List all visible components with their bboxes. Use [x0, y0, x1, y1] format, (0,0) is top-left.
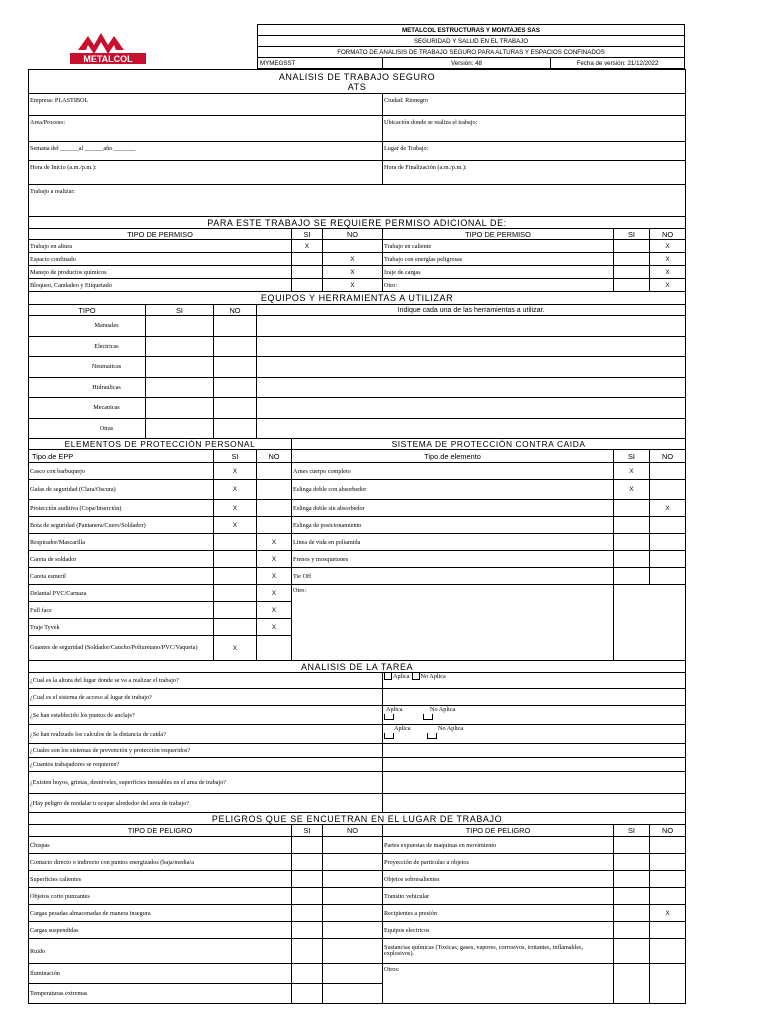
tarea-question: ¿Se han realizado los calculos de la distancia de caida?: [29, 725, 383, 744]
peligro-no-mark[interactable]: [323, 871, 383, 888]
tarea-section-title: ANALISIS DE LA TAREA: [29, 661, 686, 673]
epp-col-si: SI: [214, 450, 257, 463]
epp-no-mark[interactable]: X: [257, 551, 292, 568]
tarea-question: ¿Cual es el sistema de acceso al lugar de trabajo?: [29, 689, 383, 706]
field-ubicacion[interactable]: Ubicación donde se realiza el trabajo:: [383, 116, 686, 142]
form-header: [28, 24, 685, 69]
caida-no-mark[interactable]: X: [650, 500, 686, 517]
no-aplica-checkbox[interactable]: [427, 733, 437, 739]
permiso-no-mark[interactable]: X: [650, 279, 686, 292]
department: SEGURIDAD Y SALUD EN EL TRABAJO: [258, 36, 685, 47]
equipo-desc-cell[interactable]: [257, 316, 686, 337]
caida-col-si: SI: [614, 450, 650, 463]
peligro-no-mark[interactable]: [650, 964, 686, 1004]
caida-si-mark[interactable]: [614, 551, 650, 568]
aplica-label: Aplica: [386, 706, 403, 713]
equipo-si-cell[interactable]: [146, 336, 214, 357]
peligro-si-mark[interactable]: [614, 922, 650, 939]
peligro-col-si: SI: [292, 825, 323, 837]
permiso-col-tipo-2: TIPO DE PERMISO: [383, 229, 614, 240]
caida-si-mark[interactable]: [614, 517, 650, 534]
field-lugar[interactable]: Lugar de Trabajo:: [383, 142, 686, 161]
peligro-si-mark[interactable]: [292, 922, 323, 939]
peligro-label: Cargas suspendidas: [29, 922, 292, 939]
peligro-label: Iluminación: [29, 964, 292, 984]
epp-label: Casco con barbuquejo: [29, 463, 214, 480]
permiso-si-mark[interactable]: [292, 279, 323, 292]
equipo-si-cell[interactable]: [146, 398, 214, 419]
equipo-si-cell[interactable]: [146, 418, 214, 439]
caida-no-mark[interactable]: [650, 463, 686, 480]
epp-no-mark[interactable]: [257, 500, 292, 517]
equipo-tipo-label: Otras: [29, 418, 146, 439]
peligro-col-si-2: SI: [614, 825, 650, 837]
peligro-si-mark[interactable]: [292, 837, 323, 854]
epp-label: Bota de seguridad (Pantanera/Cuero/Soldador): [29, 517, 214, 534]
tarea-question: ¿Hay peligro de modalar u ocupar alrededor del area de trabajo?: [29, 794, 383, 813]
field-trabajo[interactable]: Trabajo a realizar:: [29, 185, 686, 217]
epp-no-mark[interactable]: X: [257, 619, 292, 636]
permiso-si-mark[interactable]: [292, 253, 323, 266]
epp-si-mark[interactable]: [214, 568, 257, 585]
field-empresa[interactable]: Empresa: PLASTIBOL: [29, 94, 383, 116]
peligro-si-mark[interactable]: [292, 905, 323, 922]
aplica-checkbox[interactable]: [384, 673, 392, 680]
tarea-question: ¿Existen hoyos, grietas, desniveles, superficies inestables en el area de trabajo?: [29, 772, 383, 794]
peligro-si-mark[interactable]: [292, 888, 323, 905]
tarea-answer[interactable]: [383, 744, 686, 758]
peligro-si-mark[interactable]: [614, 837, 650, 854]
equipo-col-si: SI: [146, 305, 214, 316]
peligro-label: Ruido: [29, 939, 292, 964]
permiso-si-mark[interactable]: [614, 253, 650, 266]
peligro-label: Proyección de particulas u objetos: [383, 854, 614, 871]
permiso-no-mark[interactable]: X: [323, 253, 383, 266]
peligro-label: Otros:: [383, 964, 614, 1004]
peligros-section-title: PELIGROS QUE SE ENCUETRAN EN EL LUGAR DE TRABAJO: [29, 813, 686, 825]
caida-si-mark[interactable]: [614, 500, 650, 517]
field-hora_inicio[interactable]: Hora de Inicio (a.m./p.m.):: [29, 161, 383, 185]
peligro-label: Objetos sobresalientes: [383, 871, 614, 888]
epp-si-mark[interactable]: [214, 551, 257, 568]
permiso-si-mark[interactable]: [614, 279, 650, 292]
equipo-tipo-label: Electricas: [29, 336, 146, 357]
peligro-no-mark[interactable]: [650, 837, 686, 854]
epp-si-mark[interactable]: [214, 619, 257, 636]
tarea-answer[interactable]: [383, 689, 686, 706]
peligro-no-mark[interactable]: [323, 939, 383, 964]
permiso-label: Izaje de cargas: [383, 266, 614, 279]
equipos-section-title: EQUIPOS Y HERRAMIENTAS A UTILIZAR: [29, 292, 686, 305]
epp-label: Careta de soldador: [29, 551, 214, 568]
permiso-label: Trabajo en altura: [29, 240, 292, 253]
permiso-col-no-2: NO: [650, 229, 686, 240]
epp-no-mark[interactable]: [257, 636, 292, 661]
peligro-label: Contacto directo o indirecto con puntos energizados (baja/media/a: [29, 854, 292, 871]
epp-label: Full face: [29, 602, 214, 619]
epp-col-no: NO: [257, 450, 292, 463]
tarea-answer[interactable]: [383, 794, 686, 813]
aplica-checkbox[interactable]: [384, 733, 394, 739]
epp-no-mark[interactable]: X: [257, 585, 292, 602]
peligro-no-mark[interactable]: [650, 888, 686, 905]
peligro-no-mark[interactable]: [650, 922, 686, 939]
equipo-col-desc: Indique cada una de las herramientas a utilizar.: [257, 305, 686, 316]
epp-si-mark[interactable]: [214, 534, 257, 551]
peligro-si-mark[interactable]: [292, 854, 323, 871]
caida-no-mark[interactable]: [650, 568, 686, 585]
epp-si-mark[interactable]: X: [214, 500, 257, 517]
equipo-col-no: NO: [214, 305, 257, 316]
peligro-si-mark[interactable]: [614, 854, 650, 871]
tarea-answer[interactable]: [383, 725, 686, 744]
equipo-no-cell[interactable]: [214, 377, 257, 398]
caida-col-no: NO: [650, 450, 686, 463]
permiso-col-no: NO: [323, 229, 383, 240]
permiso-label: Bloqueo, Candadeo y Etiquetado: [29, 279, 292, 292]
equipo-no-cell[interactable]: [214, 418, 257, 439]
ats-title-line2: ATS: [347, 81, 367, 92]
caida-no-mark[interactable]: [650, 517, 686, 534]
epp-section-title: ELEMENTOS DE PROTECCIÓN PERSONAL: [29, 439, 292, 450]
peligro-col-no-2: NO: [650, 825, 686, 837]
permiso-no-mark[interactable]: X: [650, 266, 686, 279]
peligro-label: Equipos electricos: [383, 922, 614, 939]
tarea-answer[interactable]: [383, 673, 686, 689]
equipo-desc-cell[interactable]: [257, 398, 686, 419]
permiso-no-mark[interactable]: X: [323, 279, 383, 292]
ats-form: [28, 69, 686, 1004]
equipo-no-cell[interactable]: [214, 336, 257, 357]
epp-si-mark[interactable]: [214, 585, 257, 602]
epp-si-mark[interactable]: X: [214, 480, 257, 500]
epp-no-mark[interactable]: [257, 517, 292, 534]
equipo-no-cell[interactable]: [214, 398, 257, 419]
tarea-question: ¿Cuales son los sistemas de prevención y protección requeridos?: [29, 744, 383, 758]
caida-no-mark[interactable]: [650, 551, 686, 568]
peligro-col-tipo-2: TIPO DE PELIGRO: [383, 825, 614, 837]
caida-si-mark[interactable]: [614, 534, 650, 551]
caida-otro-cell[interactable]: [614, 585, 686, 661]
format-version: Versión: 48: [383, 58, 551, 69]
peligro-si-mark[interactable]: [614, 905, 650, 922]
epp-no-mark[interactable]: X: [257, 534, 292, 551]
caida-label: Eslinga doble sin absorbedor: [292, 500, 614, 517]
version-date: Fecha de versión: 21/12/2022: [551, 58, 685, 69]
peligro-si-mark[interactable]: [292, 871, 323, 888]
caida-si-mark[interactable]: X: [614, 463, 650, 480]
no-aplica-label: No Aplica: [438, 725, 464, 732]
caida-col-tipo: Tipo de elemento: [292, 450, 614, 463]
aplica-label: Aplica: [393, 673, 410, 680]
aplica-label: Aplica: [394, 725, 411, 732]
caida-label: Otro:: [292, 585, 614, 661]
permiso-no-mark[interactable]: [323, 240, 383, 253]
equipo-desc-cell[interactable]: [257, 336, 686, 357]
permiso-no-mark[interactable]: X: [650, 253, 686, 266]
no-aplica-checkbox[interactable]: [412, 673, 420, 680]
peligro-si-mark[interactable]: [614, 871, 650, 888]
permiso-col-tipo: TIPO DE PERMISO: [29, 229, 292, 240]
epp-label: Guantes de seguridad (Soldador/Caucho/Poliuretano/PVC/Vaqueta): [29, 636, 214, 661]
equipo-desc-cell[interactable]: [257, 357, 686, 378]
peligro-label: Partes expuestas de maquinas en movimiento: [383, 837, 614, 854]
peligro-label: Sustancias químicas (Toxicas, gases, vapores, corrosivos, irritantes, inflamables, explosivos).: [383, 939, 614, 964]
peligro-label: Recipientes a presión: [383, 905, 614, 922]
equipo-desc-cell[interactable]: [257, 377, 686, 398]
format-title: FORMATO DE ANALISIS DE TRABAJO SEGURO PARA ALTURAS Y ESPACIOS CONFINADOS: [258, 47, 685, 58]
epp-label: Delantal PVC/Carnaza: [29, 585, 214, 602]
equipo-tipo-label: Mecanicas: [29, 398, 146, 419]
tarea-answer[interactable]: [383, 758, 686, 772]
epp-label: Protección auditiva (Copa/Inserción): [29, 500, 214, 517]
epp-col-tipo: Tipo de EPP: [29, 450, 214, 463]
peligro-no-mark[interactable]: [323, 905, 383, 922]
peligro-no-mark[interactable]: [650, 854, 686, 871]
field-ciudad[interactable]: Ciudad: Rionegro: [383, 94, 686, 116]
epp-label: Traje Tyvek: [29, 619, 214, 636]
field-area[interactable]: Area/Proceso:: [29, 116, 383, 142]
permiso-si-mark[interactable]: [614, 240, 650, 253]
no-aplica-label: No Aplica: [420, 673, 446, 680]
caida-si-mark[interactable]: [614, 568, 650, 585]
no-aplica-label: No Aplica: [430, 706, 456, 713]
peligro-no-mark[interactable]: [323, 854, 383, 871]
peligro-label: Temperaturas extremas: [29, 984, 292, 1004]
permiso-col-si-2: SI: [614, 229, 650, 240]
permiso-si-mark[interactable]: [292, 266, 323, 279]
peligro-label: Transito vehicular: [383, 888, 614, 905]
header-table: [257, 24, 685, 69]
ats-title: [29, 70, 686, 94]
equipo-tipo-label: Hidraulicas: [29, 377, 146, 398]
peligro-no-mark[interactable]: [323, 984, 383, 1004]
epp-label: Gafas de seguridad (Clara/Oscura): [29, 480, 214, 500]
peligro-no-mark[interactable]: [650, 871, 686, 888]
permiso-si-mark[interactable]: [614, 266, 650, 279]
equipo-si-cell[interactable]: [146, 377, 214, 398]
equipo-desc-cell[interactable]: [257, 418, 686, 439]
tarea-answer[interactable]: [383, 772, 686, 794]
caida-no-mark[interactable]: [650, 480, 686, 500]
caida-label: Frenos y mosquetones: [292, 551, 614, 568]
caida-label: Eslinga doble con absorbedor: [292, 480, 614, 500]
peligro-si-mark[interactable]: [292, 964, 323, 984]
permisos-section-title: PARA ESTE TRABAJO SE REQUIERE PERMISO ADICIONAL DE:: [29, 217, 686, 229]
epp-si-mark[interactable]: [214, 602, 257, 619]
no-aplica-checkbox[interactable]: [423, 714, 433, 720]
peligro-si-mark[interactable]: [614, 939, 650, 964]
peligro-label: Cargas pesadas almacenadas de manera insegura: [29, 905, 292, 922]
peligro-label: Objetos corto punzantes: [29, 888, 292, 905]
epp-si-mark[interactable]: X: [214, 517, 257, 534]
permiso-label: Trabajo en caliente: [383, 240, 614, 253]
caida-section-title: SISTEMA DE PROTECCIÓN CONTRA CAIDA: [292, 439, 686, 450]
epp-no-mark[interactable]: X: [257, 568, 292, 585]
permiso-no-mark[interactable]: X: [650, 240, 686, 253]
equipo-tipo-label: Neumaticas: [29, 357, 146, 378]
permiso-label: Trabajo con energías peligrosas: [383, 253, 614, 266]
peligro-si-mark[interactable]: [614, 964, 650, 1004]
caida-label: Tie Off: [292, 568, 614, 585]
equipo-si-cell[interactable]: [146, 316, 214, 337]
equipo-tipo-label: Manuales: [29, 316, 146, 337]
permiso-no-mark[interactable]: X: [323, 266, 383, 279]
field-semana[interactable]: Semana del ______al ______año _______: [29, 142, 383, 161]
peligro-si-mark[interactable]: [614, 888, 650, 905]
company-name: METALCOL ESTRUCTURAS Y MONTAJES SAS: [258, 25, 685, 36]
peligro-no-mark[interactable]: [323, 837, 383, 854]
peligro-no-mark[interactable]: X: [650, 905, 686, 922]
peligro-no-mark[interactable]: [323, 888, 383, 905]
epp-no-mark[interactable]: [257, 463, 292, 480]
peligro-no-mark[interactable]: [323, 964, 383, 984]
caida-label: Eslinga de posicionamiento: [292, 517, 614, 534]
epp-label: Respirador/Mascarilla: [29, 534, 214, 551]
epp-si-mark[interactable]: X: [214, 463, 257, 480]
peligro-no-mark[interactable]: [323, 922, 383, 939]
epp-label: Careta esmeril: [29, 568, 214, 585]
permiso-label: Manejo de productos químicos: [29, 266, 292, 279]
peligro-col-tipo: TIPO DE PELIGRO: [29, 825, 292, 837]
caida-label: Arnes cuerpo completo: [292, 463, 614, 480]
peligro-si-mark[interactable]: [292, 984, 323, 1004]
peligro-label: Chispas: [29, 837, 292, 854]
peligro-si-mark[interactable]: [292, 939, 323, 964]
epp-no-mark[interactable]: X: [257, 602, 292, 619]
peligro-label: Superficies calientes: [29, 871, 292, 888]
permiso-label: Otro:: [383, 279, 614, 292]
equipo-no-cell[interactable]: [214, 357, 257, 378]
tarea-question: ¿Cual es la altura del lugar donde se va a realizar el trabajo?: [29, 673, 383, 689]
caida-si-mark[interactable]: X: [614, 480, 650, 500]
format-code: MYMEGSST: [258, 58, 383, 69]
aplica-checkbox[interactable]: [384, 714, 394, 720]
peligro-col-no: NO: [323, 825, 383, 837]
peligro-no-mark[interactable]: [650, 939, 686, 964]
caida-label: Linea de vida en poliamida: [292, 534, 614, 551]
tarea-question: ¿Se han establecido los puntos de anclaje?: [29, 706, 383, 725]
epp-si-mark[interactable]: X: [214, 636, 257, 661]
tarea-question: ¿Cuantos trabajadores se requieren?: [29, 758, 383, 772]
svg-text:METALCOL: METALCOL: [83, 54, 133, 64]
permiso-col-si: SI: [292, 229, 323, 240]
field-hora_fin[interactable]: Hora de Finalización (a.m./p.m.):: [383, 161, 686, 185]
equipo-si-cell[interactable]: [146, 357, 214, 378]
epp-no-mark[interactable]: [257, 480, 292, 500]
equipo-col-tipo: TIPO: [29, 305, 146, 316]
permiso-si-mark[interactable]: X: [292, 240, 323, 253]
permiso-label: Espacio confinado: [29, 253, 292, 266]
ats-title-line1: ANALISIS DE TRABAJO SEGURO: [278, 71, 436, 82]
tarea-answer[interactable]: [383, 706, 686, 725]
equipo-no-cell[interactable]: [214, 316, 257, 337]
metalcol-logo: [68, 28, 148, 66]
caida-no-mark[interactable]: [650, 534, 686, 551]
